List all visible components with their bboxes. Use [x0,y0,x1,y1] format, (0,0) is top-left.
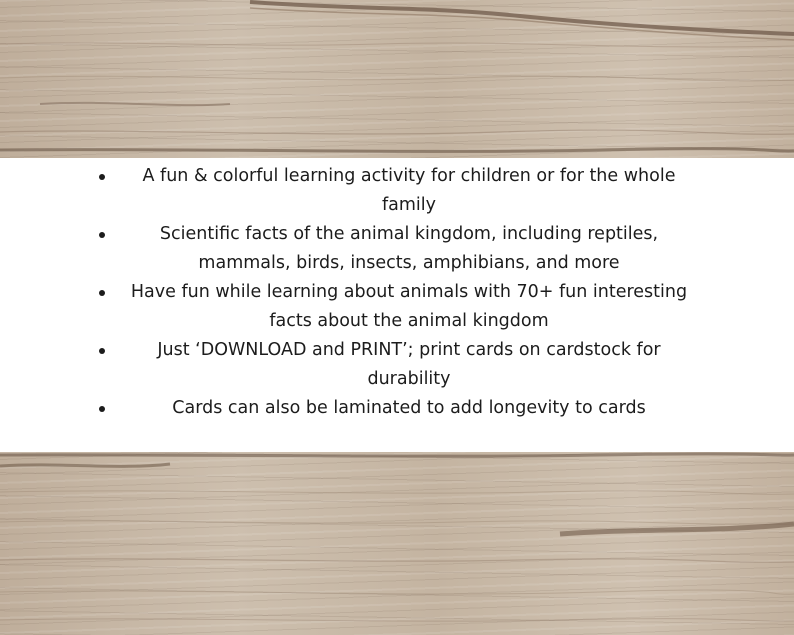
list-item [0,278,794,336]
list-item [0,336,794,394]
bullet-icon [99,174,105,180]
wood-background-top [0,0,794,158]
wood-grain-top [0,0,794,158]
list-item [0,394,794,423]
list-item-text: Cards can also be laminated to add longevity to cards [172,398,646,418]
list-item [0,162,794,220]
bullet-icon [99,406,105,412]
feature-list [0,162,794,423]
bullet-icon [99,348,105,354]
wood-background-bottom [0,452,794,635]
list-item-text: A fun & colorful learning activity for children or for the whole family [142,166,676,215]
list-item-text: Have fun while learning about animals with 70+ fun interesting facts about the animal kingdom [130,282,688,331]
bullet-icon [99,232,105,238]
content-panel [0,158,794,452]
list-item [0,220,794,278]
bullet-icon [99,290,105,296]
list-item-text: Just ‘DOWNLOAD and PRINT’; print cards on cardstock for durability [157,340,661,389]
list-item-text: Scientific facts of the animal kingdom, including reptiles, mammals, birds, insects, amphibians, and more [159,224,659,273]
wood-grain-bottom [0,452,794,635]
